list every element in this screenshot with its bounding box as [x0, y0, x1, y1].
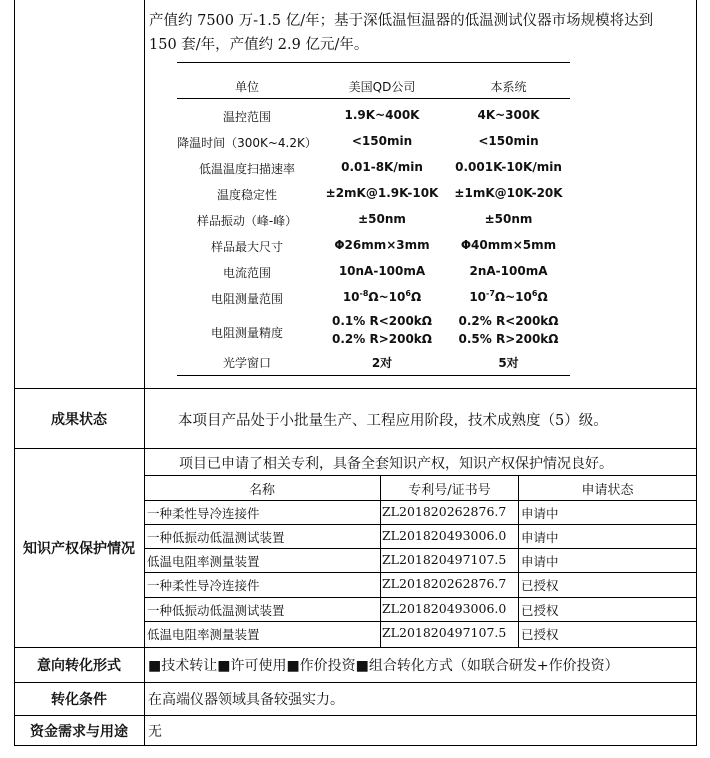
ip-header-name: 名称 — [248, 483, 275, 498]
ip-row-line — [144, 548, 696, 549]
spec-row-ours: Φ40mm×5mm — [460, 238, 557, 252]
spec-row-ours-line2: 0.5% R>200kΩ — [458, 332, 559, 346]
spec-row-ours: <150min — [478, 134, 539, 148]
ip-col-divider-1 — [380, 475, 381, 647]
table-right-border — [696, 0, 697, 746]
ip-row-name: 一种柔性导冷连接件 — [147, 506, 260, 521]
spec-row-qd: ±2mK@1.9K-10K — [325, 186, 439, 200]
spec-row-qd: 10nA-100mA — [338, 264, 426, 278]
spec-row-ours: $10^{-7}\Omega\sim 10^6\Omega$ — [469, 289, 548, 304]
ip-row-status: 已授权 — [521, 578, 559, 593]
spec-row-qd: 1.9K~400K — [344, 108, 420, 122]
spec-row-qd: 0.01-8K/min — [341, 160, 423, 174]
ip-row-name: 一种低振动低温测试装置 — [147, 603, 285, 618]
ip-row-number: ZL201820262876.7 — [382, 576, 507, 591]
spec-row-name: 降温时间（300K~4.2K） — [177, 136, 317, 150]
ip-row-number: ZL201820497107.5 — [382, 552, 507, 567]
spec-header-unit: 单位 — [234, 80, 259, 94]
results-label: 成果状态 — [51, 412, 107, 428]
spec-header-ours: 本系统 — [490, 80, 527, 94]
spec-row-ours: 5对 — [498, 356, 519, 370]
spec-row-qd-line2: 0.2% R>200kΩ — [332, 332, 432, 346]
ip-row-name: 低温电阻率测量装置 — [147, 627, 260, 642]
ip-header-bottom — [144, 500, 696, 501]
ip-row-name: 一种柔性导冷连接件 — [147, 578, 260, 593]
ip-col-divider-2 — [518, 475, 519, 647]
ip-row-name: 低温电阻率测量装置 — [147, 554, 260, 569]
ip-header-number: 专利号/证书号 — [408, 483, 491, 498]
transfer-text: ■技术转让■许可使用■作价投资■组合转化方式（如联合研发+作价投资） — [148, 658, 619, 674]
spec-row-name: 温度稳定性 — [216, 188, 277, 202]
spec-row-ours: 4K~300K — [477, 108, 540, 122]
spec-row-qd: ±50nm — [358, 212, 406, 226]
spec-row-name: 低温温度扫描速率 — [198, 162, 295, 176]
ip-row-line — [144, 597, 696, 598]
ip-summary: 项目已申请了相关专利，具备全套知识产权，知识产权保护情况良好。 — [179, 456, 613, 472]
row-divider-results — [14, 388, 697, 389]
spec-row-qd: <150min — [351, 134, 413, 148]
row-divider-transfer — [14, 647, 697, 648]
ip-row-status: 申请中 — [521, 554, 559, 569]
spec-row-name: 电阻测量范围 — [210, 292, 283, 306]
transfer-label: 意向转化形式 — [37, 658, 121, 674]
ip-row-line — [144, 572, 696, 573]
conditions-text: 在高端仪器领域具备较强实力。 — [148, 692, 344, 708]
spec-header-qd: 美国QD公司 — [348, 80, 416, 94]
row-divider-funding — [14, 715, 697, 716]
ip-row-status: 已授权 — [521, 603, 559, 618]
ip-row-line — [144, 524, 696, 525]
ip-row-number: ZL201820497107.5 — [382, 625, 507, 640]
spec-row-name: 样品振动（峰-峰） — [196, 214, 298, 228]
spec-table-header-rule — [177, 98, 570, 99]
ip-header-status: 申请状态 — [581, 483, 634, 498]
funding-label: 资金需求与用途 — [30, 724, 128, 740]
spec-row-name: 电流范围 — [222, 266, 271, 280]
row-divider-conditions — [14, 682, 697, 683]
spec-row-ours: ±1mK@10K-20K — [454, 186, 563, 200]
spec-table-bottom-rule — [177, 375, 570, 376]
label-column-divider — [144, 0, 145, 746]
spec-row-ours: ±50nm — [484, 212, 533, 226]
ip-label: 知识产权保护情况 — [23, 541, 135, 557]
ip-table-top — [144, 475, 696, 476]
spec-row-ours: 2nA-100mA — [469, 264, 548, 278]
spec-row-qd-line1: 0.1% R<200kΩ — [332, 314, 432, 328]
ip-row-number: ZL201820493006.0 — [382, 528, 507, 543]
ip-row-status: 申请中 — [521, 530, 559, 545]
results-text: 本项目产品处于小批量生产、工程应用阶段，技术成熟度（5）级。 — [178, 413, 608, 429]
funding-text: 无 — [148, 724, 162, 740]
spec-row-ours-line1: 0.2% R<200kΩ — [458, 314, 559, 328]
spec-row-ours: 0.001K-10K/min — [455, 160, 562, 174]
ip-row-status: 已授权 — [521, 627, 559, 642]
ip-row-number: ZL201820493006.0 — [382, 601, 507, 616]
spec-row-qd: Φ26mm×3mm — [334, 238, 430, 252]
spec-row-name: 样品最大尺寸 — [210, 240, 283, 254]
ip-row-number: ZL201820262876.7 — [382, 504, 507, 519]
spec-row-qd: $10^{-8}\Omega\sim 10^6\Omega$ — [342, 289, 422, 304]
spec-row-name: 电阻测量精度 — [210, 326, 283, 340]
spec-row-qd: 2对 — [371, 356, 393, 370]
ip-row-line — [144, 621, 696, 622]
ip-row-status: 申请中 — [521, 506, 559, 521]
row-divider-ip — [14, 448, 697, 449]
spec-row-name: 温控范围 — [222, 110, 271, 124]
intro-line-2: 150 套/年，产值约 2.9 亿元/年。 — [149, 37, 369, 53]
intro-line-1: 产值约 7500 万-1.5 亿/年；基于深低温恒温器的低温测试仪器市场规模将达到 — [149, 13, 654, 29]
conditions-label: 转化条件 — [51, 692, 107, 708]
ip-row-name: 一种低振动低温测试装置 — [147, 530, 285, 545]
table-bottom-border — [14, 745, 697, 746]
spec-table-top-rule — [177, 62, 570, 63]
table-left-border — [14, 0, 15, 746]
spec-row-name: 光学窗口 — [222, 356, 271, 370]
